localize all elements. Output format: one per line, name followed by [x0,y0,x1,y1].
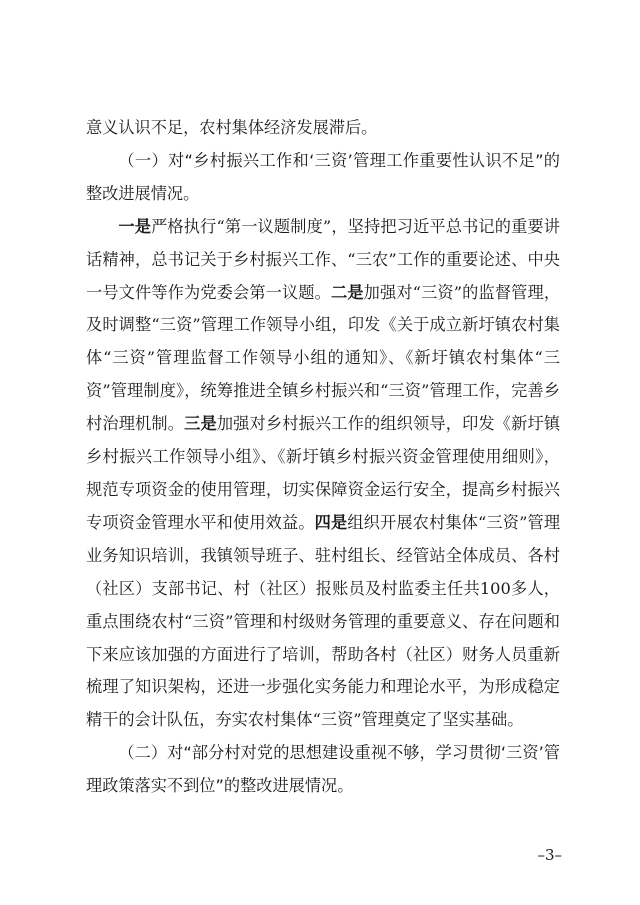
page-number: –3– [537,846,562,864]
section-heading-2: （二）对“部分村对党的思想建设重视不够，学习贯彻‘三资’管理政策落实不到位”的整改进展情况。 [86,743,560,796]
marker-second: 二是 [330,282,364,302]
marker-third: 三是 [184,414,217,434]
document-body [86,112,560,803]
marker-fourth: 四是 [314,512,348,532]
paragraph-measures [86,211,560,738]
measure-second-text: 加强对“三资”的监督管理，及时调整“三资”管理工作领导小组，印发《关于成立新圩镇农村集体“三资”管理监督工作领导小组的通知》、《新圩镇农村集体“三资”管理制度》，统筹推进全镇乡村振兴和“三资”管理工作，完善乡村治理机制。 [86,282,561,434]
measure-third-text: 加强对乡村振兴工作的组织领导，印发《新圩镇乡村振兴工作领导小组》、《新圩镇乡村振兴资金管理使用细则》，规范专项资金的使用管理，切实保障资金运行安全，提高乡村振兴专项资金管理水平和使用效益。 [86,414,561,532]
measure-first-text: 严格执行“第一议题制度”，坚持把习近平总书记的重要讲话精神，总书记关于乡村振兴工作、“三农”工作的重要论述、中央一号文件等作为党委会第一议题。 [86,216,560,302]
paragraph-continuation: 意义认识不足，农村集体经济发展滞后。 [86,118,378,137]
section-heading-1: （一）对“乡村振兴工作和‘三资’管理工作重要性认识不足”的整改进展情况。 [86,150,560,203]
marker-first: 一是 [118,216,152,236]
measure-fourth-text: 组织开展农村集体“三资”管理业务知识培训，我镇领导班子、驻村组长、经管站全体成员、各村（社区）支部书记、村（社区）报账员及村监委主任共100多人，重点围绕农村“三资”管理和村级财务管理的重要意义、存在问题和下来应该加强的方面进行了培训，帮助各村（社区）财务人员重新梳理了知识架构，还进一步强化实务能力和理论水平，为形成稳定精干的会计队伍，夯实农村集体“三资”管理奠定了坚实基础。 [86,512,561,730]
